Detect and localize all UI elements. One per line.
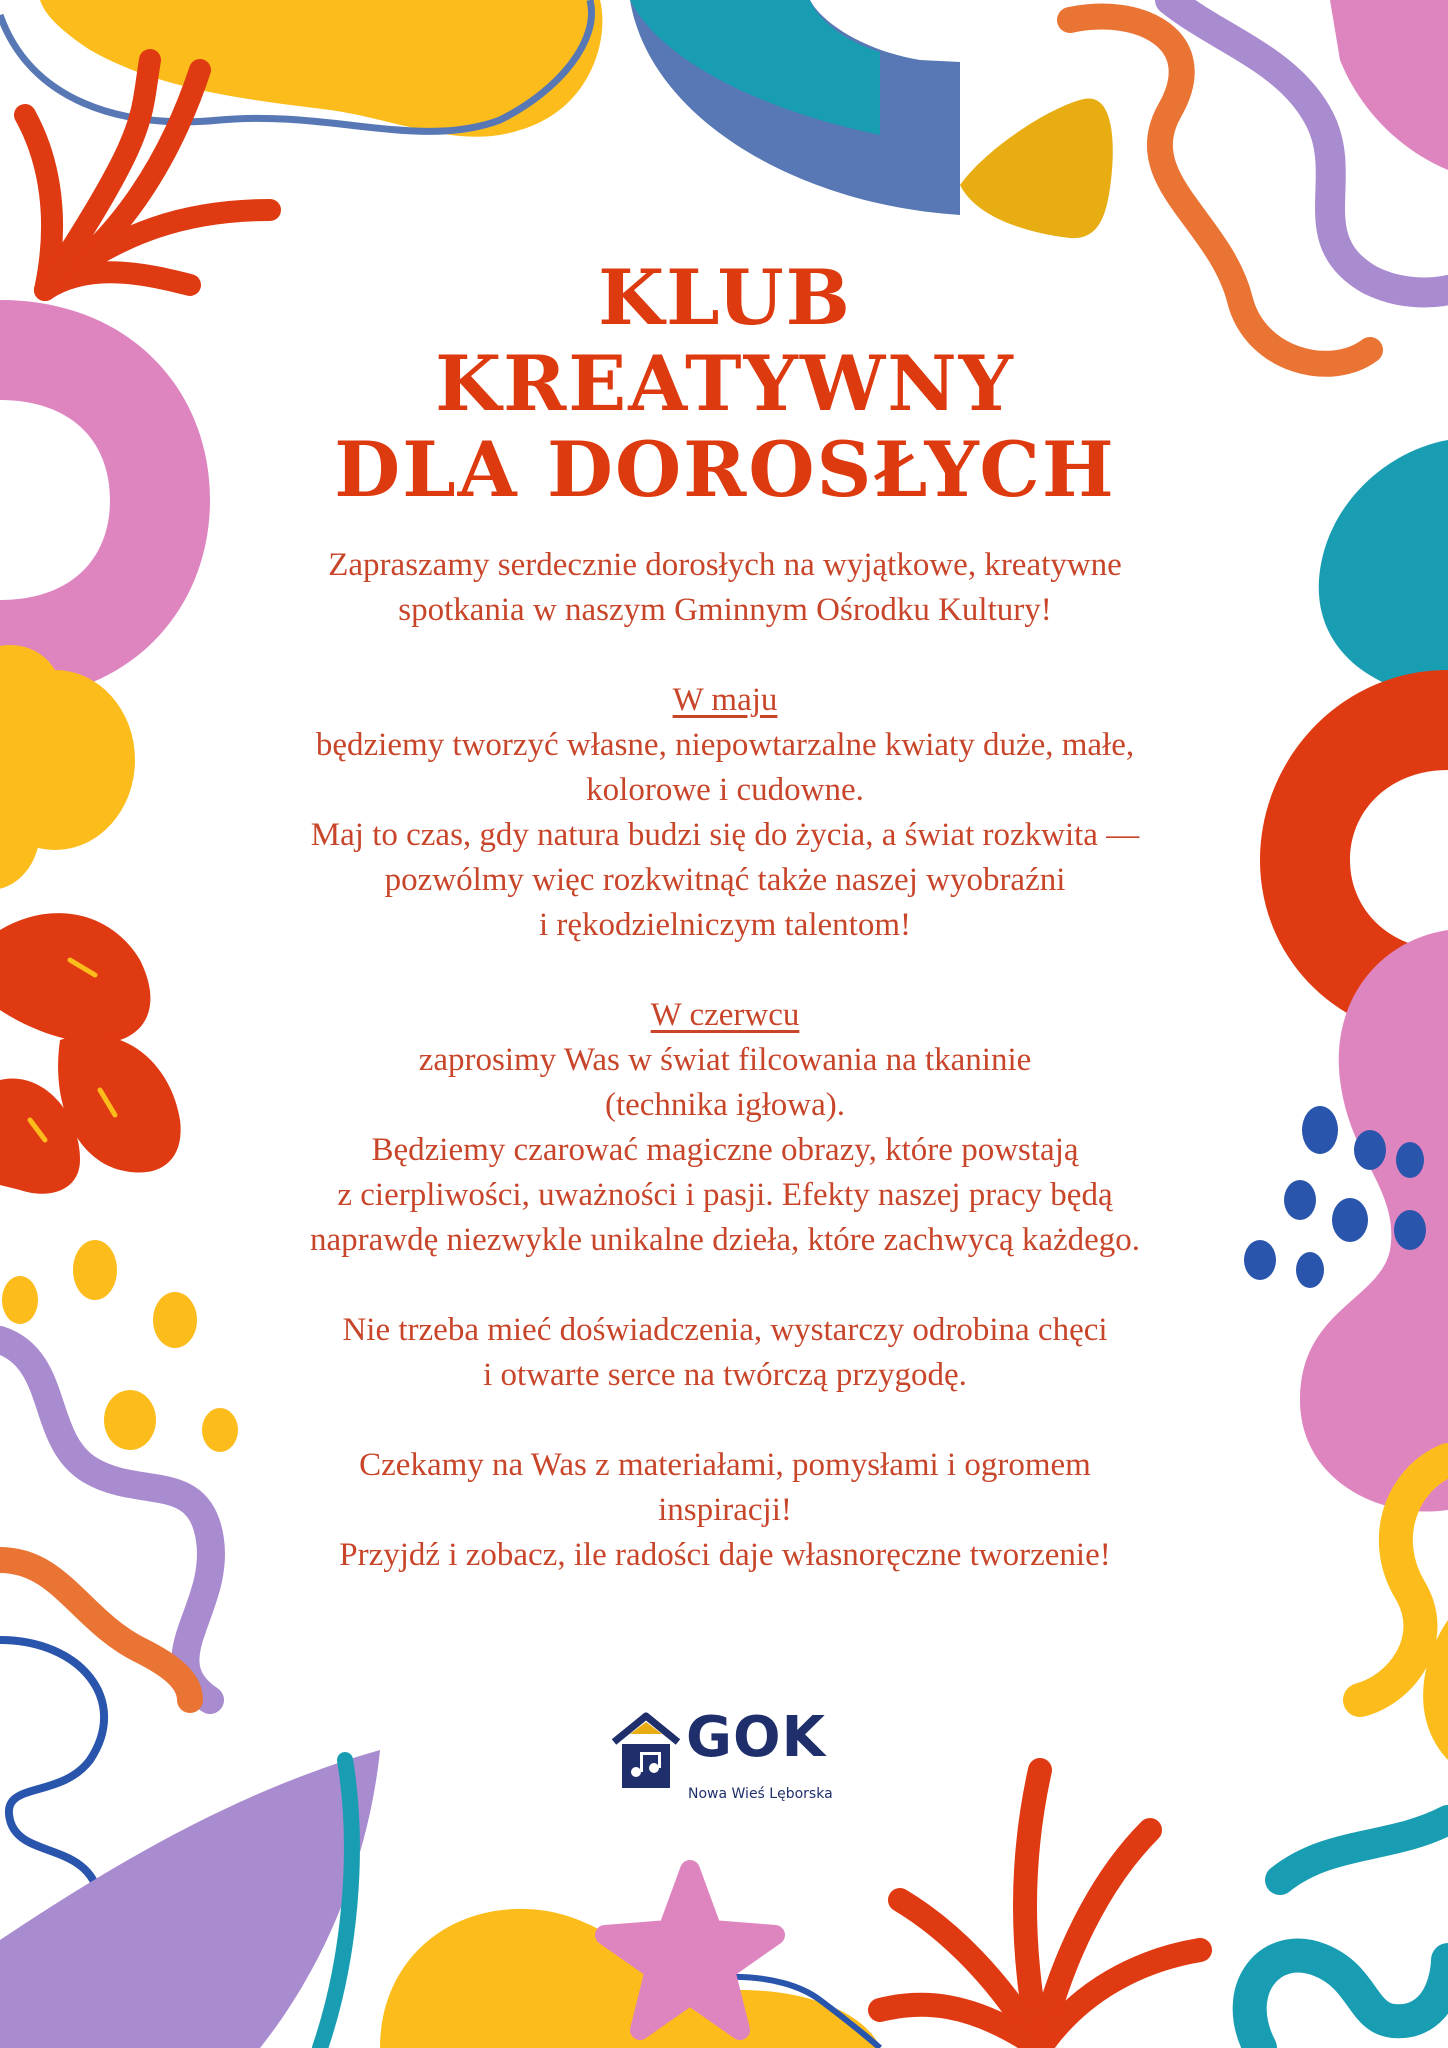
- purple-wedge-bottom-left: [0, 1750, 380, 2048]
- pink-shape-right: [1300, 930, 1448, 1512]
- teal-blob-right: [1319, 440, 1448, 700]
- closing-line: inspiracji!: [658, 1492, 792, 1528]
- house-music-icon: [610, 1712, 682, 1792]
- may-line: Maj to czas, gdy natura budzi się do życia, a świat rozkwita —: [310, 817, 1140, 853]
- note-line: Nie trzeba mieć doświadczenia, wystarczy odrobina chęci: [342, 1312, 1108, 1348]
- title-line: KLUB: [598, 253, 852, 342]
- note-paragraph: [230, 1308, 1220, 1398]
- may-line: będziemy tworzyć własne, niepowtarzalne kwiaty duże, małe,: [315, 727, 1135, 763]
- navy-loop-left: [0, 1640, 104, 1900]
- may-section: [230, 678, 1220, 948]
- may-line: kolorowe i cudowne.: [586, 772, 864, 808]
- closing-paragraph: [230, 1443, 1220, 1578]
- yellow-dots-left: [2, 1240, 238, 1452]
- intro-line: spotkania w naszym Gminnym Ośrodku Kultury!: [398, 592, 1052, 628]
- may-line: pozwólmy więc rozkwitnąć także naszej wyobraźni: [384, 862, 1066, 898]
- intro-line: Zapraszamy serdecznie dorosłych na wyjątkowe, kreatywne: [328, 547, 1122, 583]
- title-line: KREATYWNY: [435, 339, 1015, 428]
- red-leaf-bottom: [880, 1770, 1200, 2048]
- gok-logo: [610, 1705, 850, 1808]
- note-line: i otwarte serce na twórczą przygodę.: [483, 1357, 967, 1393]
- june-section: [230, 993, 1220, 1263]
- june-line: Będziemy czarować magiczne obrazy, które powstają: [371, 1132, 1079, 1168]
- teal-squiggle-bottom-right: [1250, 1956, 1448, 2048]
- logo-name: GOK: [686, 1705, 826, 1770]
- june-line: zaprosimy Was w świat filcowania na tkaninie: [418, 1042, 1032, 1078]
- pink-ring-left: [0, 300, 210, 700]
- closing-line: Przyjdź i zobacz, ile radości daje własnoręczne tworzenie!: [339, 1537, 1111, 1573]
- closing-line: Czekamy na Was z materiałami, pomysłami i ogromem: [359, 1447, 1091, 1483]
- poster-title: [230, 255, 1220, 513]
- yellow-flower-left: [0, 645, 135, 890]
- mustard-triangle: [960, 98, 1113, 238]
- title-line: DLA DOROSŁYCH: [334, 425, 1116, 514]
- intro-paragraph: [230, 543, 1220, 633]
- may-heading: W maju: [672, 682, 778, 718]
- poster-content: [230, 255, 1220, 1578]
- pink-shape-top-right: [1330, 0, 1448, 170]
- logo-subtitle: Nowa Wieś Lęborska: [688, 1786, 833, 1802]
- june-line: naprawdę niezwykle unikalne dzieła, które zachwycą każdego.: [309, 1222, 1141, 1258]
- may-line: i rękodzielniczym talentom!: [538, 907, 912, 943]
- june-heading: W czerwcu: [650, 997, 800, 1033]
- red-flower-left: [0, 913, 181, 1194]
- june-line: (technika igłowa).: [604, 1087, 846, 1123]
- teal-squiggle-bottom-right-2: [1280, 1820, 1448, 1880]
- june-line: z cierpliwości, uważności i pasji. Efekty naszej pracy będą: [337, 1177, 1113, 1213]
